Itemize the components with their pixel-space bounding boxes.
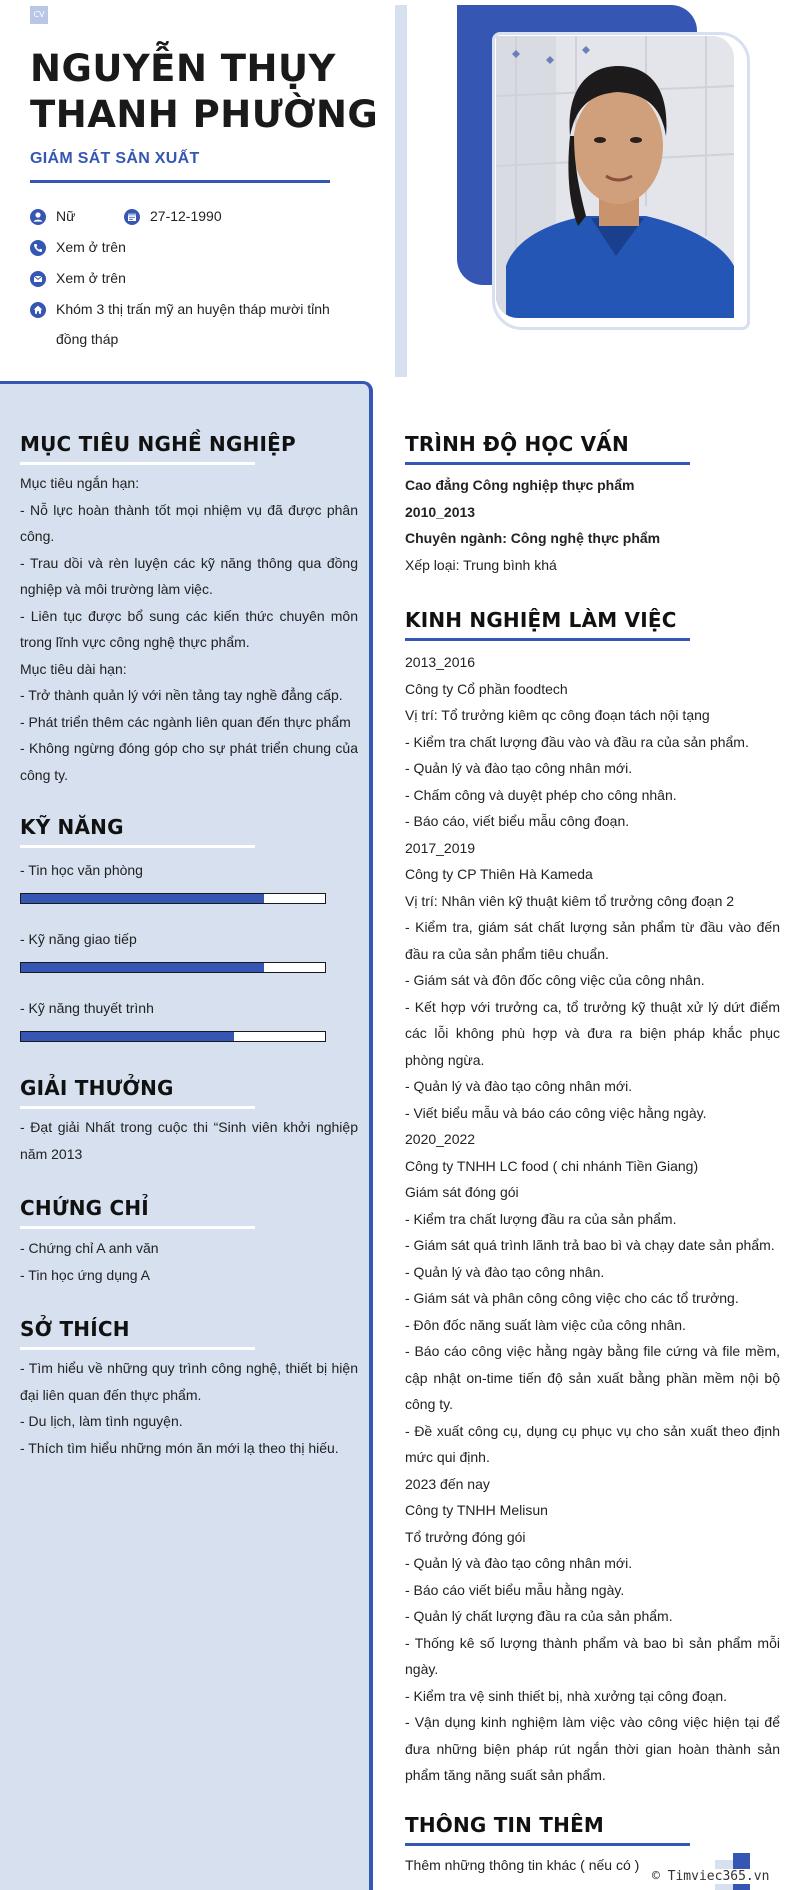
experience-line: 2020_2022 <box>405 1131 476 1147</box>
skills-title: KỸ NĂNG <box>20 815 124 839</box>
user-icon <box>30 209 46 225</box>
experience-title: KINH NGHIỆM LÀM VIỆC <box>405 608 677 632</box>
awards-text <box>20 1114 358 1167</box>
objective-line: - Trở thành quản lý với nền tảng tay nghề đẳng cấp. <box>20 687 343 703</box>
experience-line: - Quản lý và đào tạo công nhân. <box>405 1263 605 1280</box>
objective-line: Mục tiêu ngắn hạn: <box>20 475 140 491</box>
experience-line: Công ty TNHH Melisun <box>405 1502 548 1518</box>
additional-title: THÔNG TIN THÊM <box>405 1813 605 1837</box>
skill-label: - Kỹ năng giao tiếp <box>20 931 137 947</box>
experience-line: 2017_2019 <box>405 839 476 856</box>
contact-email <box>30 270 126 293</box>
objective-line: - Trau dồi và rèn luyện các kỹ năng thông qua đồng nghiệp và môi trường làm việc. <box>20 554 358 597</box>
experience-line: 2013_2016 <box>405 654 476 670</box>
experience-line: - Viết biểu mẫu và báo cáo công việc hằng ngày. <box>405 1104 707 1121</box>
experience-line: Công ty CP Thiên Hà Kameda <box>405 866 593 882</box>
experience-line: - Kết hợp với trưởng ca, tổ trưởng kỹ thuật xử lý dứt điểm các lỗi không phù hợp và đưa ra biện pháp khắc phục phòng ngừa. <box>405 998 780 1068</box>
skill-bar <box>20 1031 326 1042</box>
certificate-line: - Chứng chỉ A anh văn <box>20 1240 159 1256</box>
skill-fill <box>21 1032 234 1041</box>
experience-line: Vị trí: Nhân viên kỹ thuật kiêm tổ trưởng công đoạn 2 <box>405 892 735 909</box>
email-value: Xem ở trên <box>56 270 126 286</box>
experience-line: - Chấm công và duyệt phép cho công nhân. <box>405 786 677 803</box>
watermark: © Timviec365.vn <box>652 1869 770 1884</box>
hobby-line: - Du lịch, làm tình nguyện. <box>20 1413 183 1429</box>
skill-fill <box>21 963 264 972</box>
contact-gender <box>30 208 75 231</box>
contact-birthday <box>124 208 222 231</box>
experience-line: - Quản lý và đào tạo công nhân mới. <box>405 1078 633 1094</box>
objective-line: - Liên tục được bổ sung các kiến thức chuyên môn trong lĩnh vực công nghệ thực phẩm. <box>20 607 358 650</box>
hobbies-title: SỞ THÍCH <box>20 1317 130 1341</box>
hobby-line: - Thích tìm hiểu những món ăn mới lạ theo thị hiếu. <box>20 1439 339 1456</box>
experience-line: - Kiểm tra chất lượng đầu ra của sản phẩm. <box>405 1210 677 1227</box>
home-icon <box>30 302 46 318</box>
certificate-line: - Tin học ứng dụng A <box>20 1266 151 1283</box>
experience-line: - Giám sát và đôn đốc công việc của công nhân. <box>405 972 705 988</box>
objective-line: - Phát triển thêm các ngành liên quan đến thực phẩm <box>20 713 351 730</box>
cv-logo: CV <box>30 6 48 24</box>
candidate-name: NGUYỄN THỤY THANH PHƯỜNG <box>30 47 379 136</box>
objective-line: Mục tiêu dài hạn: <box>20 660 127 677</box>
gender-value: Nữ <box>56 208 76 224</box>
awards-underline <box>20 1106 255 1109</box>
experience-line: Vị trí: Tổ trưởng kiêm qc công đoạn tách nội tạng <box>405 707 710 723</box>
experience-line: - Kiểm tra vệ sinh thiết bị, nhà xưởng tại công đoạn. <box>405 1687 728 1704</box>
phone-icon <box>30 240 46 256</box>
experience-line: - Vận dụng kinh nghiệm làm việc vào công việc hiện tại để đưa những biện pháp rút ngắn thời gian hoàn thành sản phẩm tăng năng suất sản phẩm. <box>405 1714 780 1783</box>
experience-line: - Báo cáo, viết biểu mẫu công đoạn. <box>405 813 630 829</box>
job-title: GIÁM SÁT SẢN XUẤT <box>30 150 200 167</box>
education-title: TRÌNH ĐỘ HỌC VẤN <box>405 432 629 456</box>
awards-title: GIẢI THƯỞNG <box>20 1076 174 1100</box>
objective-text <box>20 470 358 788</box>
education-grade: Xếp loại: Trung bình khá <box>405 556 557 573</box>
skill-bar <box>20 962 326 973</box>
certificates-underline <box>20 1226 255 1229</box>
experience-line: - Giám sát và phân công công việc cho các tổ trưởng. <box>405 1290 739 1306</box>
education-underline <box>405 462 690 465</box>
experience-line: - Quản lý và đào tạo công nhân mới. <box>405 760 633 776</box>
experience-line: 2023 đến nay <box>405 1475 490 1492</box>
experience-line: - Báo cáo công việc hằng ngày bằng file cứng và file mềm, cập nhật on-time tiến độ sản xuất bằng phần mềm nội bộ công ty. <box>405 1343 780 1412</box>
additional-underline <box>405 1843 690 1846</box>
address-value: Khóm 3 thị trấn mỹ an huyện tháp mười tỉnh đồng tháp <box>56 301 330 347</box>
experience-line: - Quản lý và đào tạo công nhân mới. <box>405 1555 633 1571</box>
education-major: Chuyên ngành: Công nghệ thực phẩm <box>405 530 661 546</box>
experience-line: - Quản lý chất lượng đầu ra của sản phẩm. <box>405 1608 673 1624</box>
email-icon <box>30 271 46 287</box>
skills-underline <box>20 845 255 848</box>
objective-underline <box>20 462 255 465</box>
header-divider <box>395 5 407 377</box>
experience-line: Tổ trưởng đóng gói <box>405 1528 526 1545</box>
calendar-icon <box>124 209 140 225</box>
education-text <box>405 472 780 578</box>
objective-line: - Không ngừng đóng góp cho sự phát triển chung của công ty. <box>20 740 358 783</box>
experience-text <box>405 649 780 1789</box>
contact-address <box>30 301 350 354</box>
experience-line: - Thống kê số lượng thành phẩm và bao bì sản phẩm mỗi ngày. <box>405 1634 780 1677</box>
skill-label: - Kỹ năng thuyết trình <box>20 1000 154 1016</box>
award-line: - Đạt giải Nhất trong cuộc thi “Sinh viên khởi nghiệp năm 2013 <box>20 1119 358 1162</box>
hobby-line: - Tìm hiểu về những quy trình công nghệ, thiết bị hiện đại liên quan đến thực phẩm. <box>20 1360 358 1403</box>
contact-phone <box>30 239 126 262</box>
experience-underline <box>405 638 690 641</box>
additional-line: Thêm những thông tin khác ( nếu có ) <box>405 1857 640 1873</box>
birthday-value: 27-12-1990 <box>150 208 222 224</box>
profile-photo-illustration <box>496 36 734 318</box>
education-period: 2010_2013 <box>405 503 476 520</box>
title-underline <box>30 180 330 183</box>
certificates-title: CHỨNG CHỈ <box>20 1196 149 1220</box>
profile-photo <box>496 36 734 318</box>
skill-label: - Tin học văn phòng <box>20 862 143 878</box>
experience-line: Công ty Cổ phần foodtech <box>405 680 568 697</box>
experience-line: - Kiểm tra, giám sát chất lượng sản phẩm từ đầu vào đến đầu ra của sản phẩm tiêu chuẩn. <box>405 919 780 962</box>
hobbies-underline <box>20 1347 255 1350</box>
skill-fill <box>21 894 264 903</box>
objective-line: - Nỗ lực hoàn thành tốt mọi nhiệm vụ đã được phân công. <box>20 501 358 544</box>
objective-title: MỤC TIÊU NGHỀ NGHIỆP <box>20 432 296 456</box>
education-school: Cao đẳng Công nghiệp thực phẩm <box>405 477 635 493</box>
experience-line: Giám sát đóng gói <box>405 1184 519 1200</box>
experience-line: Công ty TNHH LC food ( chi nhánh Tiền Giang) <box>405 1157 699 1174</box>
experience-line: - Kiểm tra chất lượng đầu vào và đầu ra của sản phẩm. <box>405 733 749 750</box>
skill-bar <box>20 893 326 904</box>
experience-line: - Đề xuất công cụ, dụng cụ phục vụ cho sản xuất theo định mức qui định. <box>405 1422 780 1465</box>
phone-value: Xem ở trên <box>56 239 126 255</box>
certificates-text <box>20 1235 358 1288</box>
hobbies-text <box>20 1355 358 1461</box>
experience-line: - Báo cáo viết biểu mẫu hằng ngày. <box>405 1581 625 1598</box>
experience-line: - Giám sát quá trình lãnh trả bao bì và chạy date sản phẩm. <box>405 1237 775 1253</box>
experience-line: - Đôn đốc năng suất làm việc của công nhân. <box>405 1316 686 1333</box>
